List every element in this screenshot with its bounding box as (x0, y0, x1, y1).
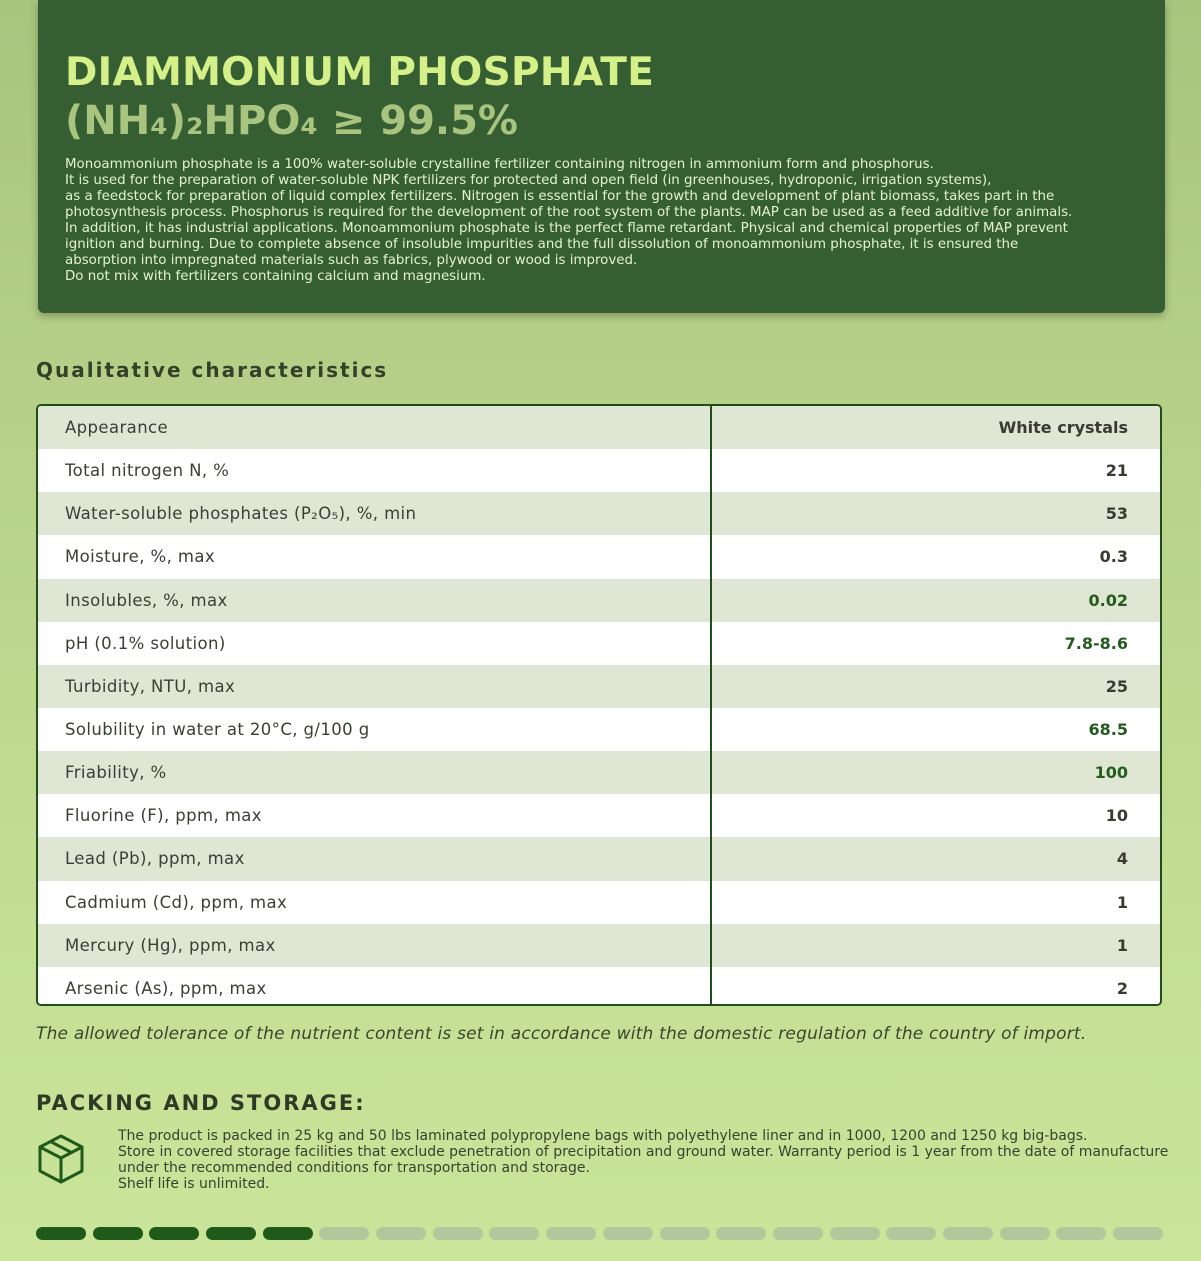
packing-line: Store in covered storage facilities that exclude penetration of precipitation and ground water. Warranty period is 1 year from the date of manufacture (118, 1144, 1169, 1160)
table-row (38, 665, 1160, 708)
progress-segment-filled (263, 1227, 313, 1240)
table-row (38, 535, 1160, 578)
table-row (38, 449, 1160, 492)
page-progress-indicator (36, 1227, 1163, 1240)
row-label: Moisture, %, max (65, 547, 216, 567)
packing-title: PACKING AND STORAGE: (36, 1091, 366, 1115)
row-value: 25 (1105, 676, 1128, 696)
row-label: Insolubles, %, max (65, 590, 228, 610)
product-description (65, 157, 1155, 285)
progress-segment-empty (886, 1227, 936, 1240)
progress-segment-empty (319, 1227, 369, 1240)
progress-segment-empty (1113, 1227, 1163, 1240)
progress-segment-filled (149, 1227, 199, 1240)
row-value: 68.5 (1088, 720, 1128, 740)
packing-line: under the recommended conditions for transportation and storage. (118, 1160, 590, 1176)
row-value: 1 (1116, 935, 1128, 955)
progress-segment-empty (376, 1227, 426, 1240)
row-value: 0.02 (1088, 590, 1128, 610)
row-label: Turbidity, NTU, max (65, 676, 236, 696)
row-label: Appearance (65, 418, 169, 438)
table-row (38, 579, 1160, 622)
row-label: Friability, % (65, 763, 167, 783)
table-row (38, 622, 1160, 665)
progress-segment-empty (433, 1227, 483, 1240)
tolerance-note: The allowed tolerance of the nutrient content is set in accordance with the domestic regulation of the country of import. (36, 1024, 1087, 1044)
progress-segment-empty (716, 1227, 766, 1240)
description-line: Do not mix with fertilizers containing calcium and magnesium. (65, 269, 486, 284)
packing-line: Shelf life is unlimited. (118, 1176, 270, 1192)
table-row (38, 794, 1160, 837)
progress-segment-empty (546, 1227, 596, 1240)
description-line: It is used for the preparation of water-soluble NPK fertilizers for protected and open field (in greenhouses, hydroponic, irrigation systems), (65, 173, 992, 188)
description-line: In addition, it has industrial applications. Monoammonium phosphate is the perfect flame retardant. Physical and chemical properties of MAP prevent (65, 221, 1068, 236)
column-divider (710, 406, 712, 1004)
product-title: DIAMMONIUM PHOSPHATE (65, 50, 655, 95)
description-line: ignition and burning. Due to complete absence of insoluble impurities and the full dissolution of monoammonium phosphate, it is ensured the (65, 237, 1019, 252)
description-line: Monoammonium phosphate is a 100% water-soluble crystalline fertilizer containing nitrogen in ammonium form and phosphorus. (65, 157, 934, 172)
row-label: Fluorine (F), ppm, max (65, 806, 262, 826)
row-label: Cadmium (Cd), ppm, max (65, 892, 288, 912)
description-line: photosynthesis process. Phosphorus is required for the development of the root system of the plants. MAP can be used as a feed additive for animals. (65, 205, 1073, 220)
row-label: Arsenic (As), ppm, max (65, 978, 267, 998)
characteristics-title: Qualitative characteristics (36, 358, 389, 382)
row-value: White crystals (998, 418, 1128, 438)
row-value: 1 (1116, 892, 1128, 912)
product-formula: (NH₄)₂HPO₄ ≥ 99.5% (65, 98, 519, 144)
table-row (38, 837, 1160, 880)
progress-segment-filled (93, 1227, 143, 1240)
description-line: absorption into impregnated materials such as fabrics, plywood or wood is improved. (65, 253, 638, 268)
progress-segment-filled (206, 1227, 256, 1240)
table-row (38, 967, 1160, 1006)
row-label: Solubility in water at 20°C, g/100 g (65, 720, 370, 740)
row-label: Lead (Pb), ppm, max (65, 849, 245, 869)
progress-segment-empty (1056, 1227, 1106, 1240)
progress-segment-empty (660, 1227, 710, 1240)
table-row (38, 751, 1160, 794)
row-value: 21 (1105, 461, 1128, 481)
table-row (38, 881, 1160, 924)
characteristics-table (36, 404, 1162, 1006)
progress-segment-empty (603, 1227, 653, 1240)
row-value: 7.8-8.6 (1064, 633, 1128, 653)
progress-segment-empty (830, 1227, 880, 1240)
row-label: Total nitrogen N, % (65, 461, 230, 481)
row-value: 4 (1116, 849, 1128, 869)
row-value: 53 (1105, 504, 1128, 524)
progress-segment-filled (36, 1227, 86, 1240)
row-value: 0.3 (1099, 547, 1128, 567)
row-value: 10 (1105, 806, 1128, 826)
progress-segment-empty (489, 1227, 539, 1240)
progress-segment-empty (773, 1227, 823, 1240)
row-label: pH (0.1% solution) (65, 633, 226, 653)
row-value: 2 (1116, 978, 1128, 998)
table-row (38, 492, 1160, 535)
packing-line: The product is packed in 25 kg and 50 lbs laminated polypropylene bags with polyethylene liner and in 1000, 1200 and 1250 kg big-bags. (118, 1128, 1088, 1144)
row-label: Mercury (Hg), ppm, max (65, 935, 276, 955)
description-line: as a feedstock for preparation of liquid complex fertilizers. Nitrogen is essential for the growth and development of plant biomass, takes part in the (65, 189, 1055, 204)
row-label: Water-soluble phosphates (P₂O₅), %, min (65, 504, 417, 524)
table-row (38, 924, 1160, 967)
row-value: 100 (1094, 763, 1128, 783)
table-row (38, 708, 1160, 751)
progress-segment-empty (1000, 1227, 1050, 1240)
table-row (38, 406, 1160, 449)
product-header (38, 0, 1165, 313)
box-icon (35, 1133, 87, 1185)
progress-segment-empty (943, 1227, 993, 1240)
packing-description (118, 1128, 1168, 1192)
